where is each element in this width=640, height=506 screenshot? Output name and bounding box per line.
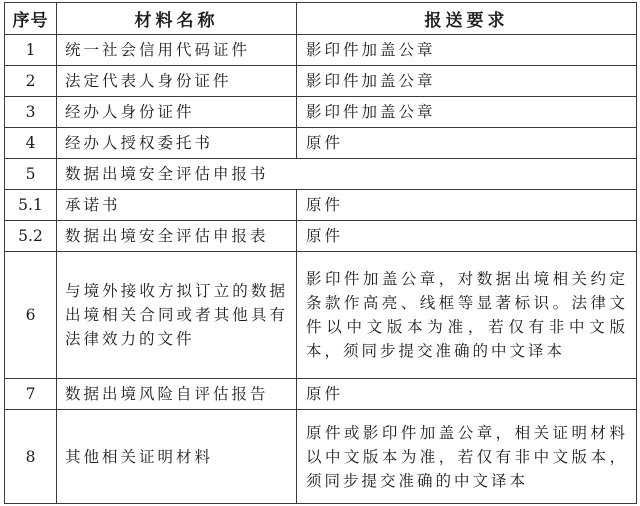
material-name: 数据出境安全评估申报表	[57, 221, 297, 252]
submission-requirement: 影印件加盖公章	[297, 66, 637, 97]
submission-requirement: 原件	[297, 190, 637, 221]
table-row	[5, 410, 637, 504]
table-row	[5, 252, 637, 379]
row-number: 2	[5, 66, 57, 97]
table-row	[5, 128, 637, 159]
material-name: 法定代表人身份证件	[57, 66, 297, 97]
submission-requirement: 影印件加盖公章	[297, 35, 637, 66]
material-name: 与境外接收方拟订立的数据出境相关合同或者其他具有法律效力的文件	[57, 252, 297, 379]
submission-requirement: 原件	[297, 379, 637, 410]
material-name: 其他相关证明材料	[57, 410, 297, 504]
submission-requirement: 原件	[297, 128, 637, 159]
row-number: 5	[5, 159, 57, 190]
row-number: 7	[5, 379, 57, 410]
header-material-name: 材料名称	[57, 3, 297, 35]
row-number: 3	[5, 97, 57, 128]
table-row	[5, 35, 637, 66]
table-row	[5, 159, 637, 190]
material-name: 经办人身份证件	[57, 97, 297, 128]
submission-requirement: 影印件加盖公章	[297, 97, 637, 128]
material-name: 统一社会信用代码证件	[57, 35, 297, 66]
table-header-row	[5, 3, 637, 35]
table-row	[5, 221, 637, 252]
header-submission-requirement: 报送要求	[297, 3, 637, 35]
material-name: 数据出境风险自评估报告	[57, 379, 297, 410]
row-number: 8	[5, 410, 57, 504]
row-number: 4	[5, 128, 57, 159]
material-name: 经办人授权委托书	[57, 128, 297, 159]
submission-requirement: 原件或影印件加盖公章，相关证明材料以中文版本为准，若仅有非中文版本，须同步提交准确的中文译本	[297, 410, 637, 504]
row-number: 1	[5, 35, 57, 66]
table-row	[5, 66, 637, 97]
row-number: 5.2	[5, 221, 57, 252]
materials-table	[4, 2, 637, 504]
table-row	[5, 190, 637, 221]
row-number: 5.1	[5, 190, 57, 221]
header-serial-number: 序号	[5, 3, 57, 35]
material-name: 数据出境安全评估申报书	[57, 159, 637, 190]
submission-requirement: 原件	[297, 221, 637, 252]
table-row	[5, 97, 637, 128]
material-name: 承诺书	[57, 190, 297, 221]
row-number: 6	[5, 252, 57, 379]
submission-requirement: 影印件加盖公章，对数据出境相关约定条款作高亮、线框等显著标识。法律文件以中文版本为准，若仅有非中文版本，须同步提交准确的中文译本	[297, 252, 637, 379]
table-row	[5, 379, 637, 410]
